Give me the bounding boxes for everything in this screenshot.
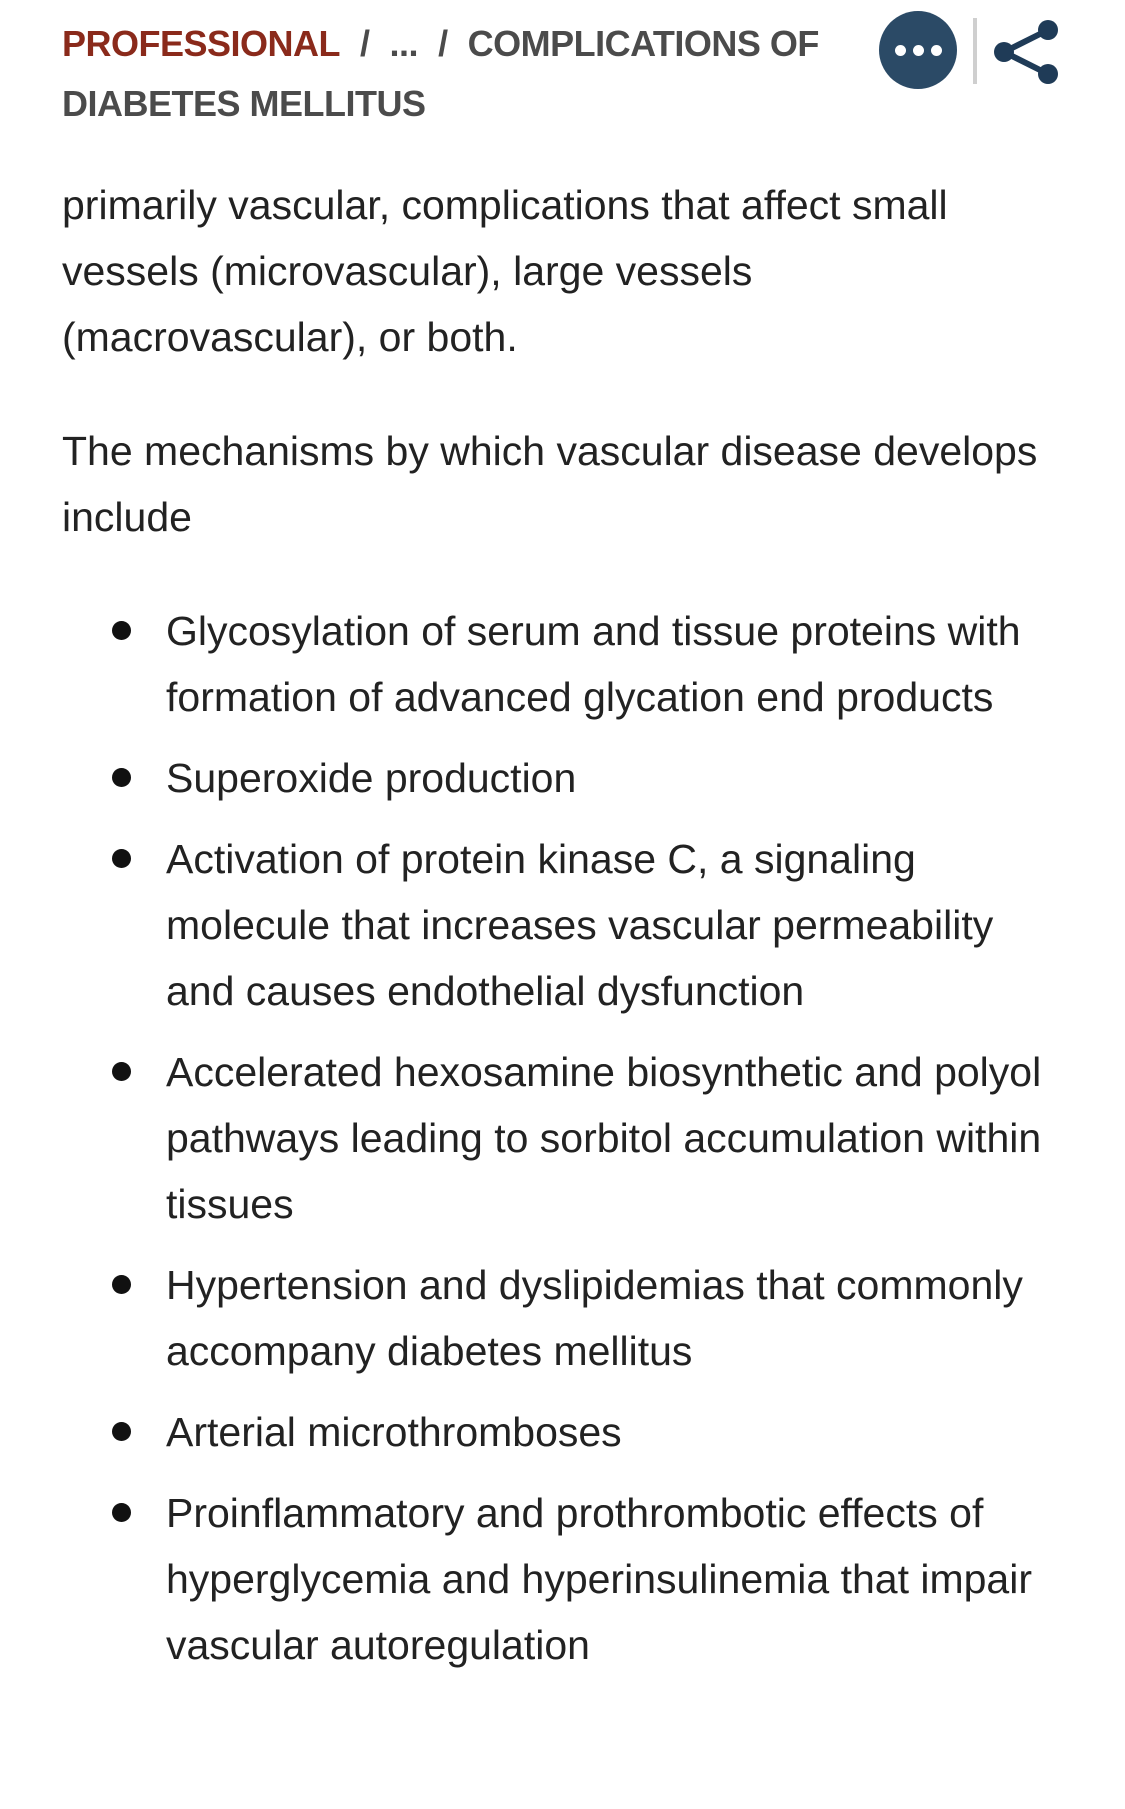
header-divider bbox=[973, 18, 977, 84]
bullet-icon bbox=[112, 768, 131, 787]
list-item-text: Activation of protein kinase C, a signaling molecule that increases vascular permeability and causes endothelial dysfunction bbox=[166, 836, 994, 1014]
list-item bbox=[62, 745, 1062, 811]
list-item-text: Superoxide production bbox=[166, 755, 577, 801]
breadcrumb-ellipsis-link[interactable]: ... bbox=[389, 23, 419, 64]
intro-paragraph: primarily vascular, complications that affect small vessels (microvascular), large vessels (macrovascular), or both. bbox=[62, 182, 948, 360]
share-icon bbox=[990, 16, 1062, 88]
share-button[interactable] bbox=[990, 16, 1062, 88]
list-item bbox=[62, 826, 1062, 1024]
list-item bbox=[62, 598, 1062, 730]
breadcrumb-current-page: COMPLICATIONS OF DIABETES MELLITUS bbox=[62, 23, 819, 124]
breadcrumb bbox=[62, 14, 862, 134]
list-item bbox=[62, 1480, 1062, 1678]
bullet-icon bbox=[112, 1503, 131, 1522]
bullet-icon bbox=[112, 621, 131, 640]
breadcrumb-separator: / bbox=[360, 23, 370, 64]
mechanisms-heading: The mechanisms by which vascular disease develops include bbox=[62, 428, 1038, 540]
more-horizontal-icon-dot bbox=[913, 45, 924, 56]
list-item-text: Hypertension and dyslipidemias that commonly accompany diabetes mellitus bbox=[166, 1262, 1023, 1374]
list-item bbox=[62, 1039, 1062, 1237]
bullet-icon bbox=[112, 1275, 131, 1294]
more-horizontal-icon-dot bbox=[931, 45, 942, 56]
bullet-icon bbox=[112, 1422, 131, 1441]
more-options-button[interactable] bbox=[879, 11, 957, 89]
list-item-text: Accelerated hexosamine biosynthetic and polyol pathways leading to sorbitol accumulation within tissues bbox=[166, 1049, 1042, 1227]
breadcrumb-separator: / bbox=[438, 23, 448, 64]
more-horizontal-icon bbox=[895, 45, 906, 56]
bullet-icon bbox=[112, 849, 131, 868]
list-item bbox=[62, 1399, 1062, 1465]
list-item bbox=[62, 1252, 1062, 1384]
list-item-text: Arterial microthromboses bbox=[166, 1409, 622, 1455]
breadcrumb-professional-link[interactable]: PROFESSIONAL bbox=[62, 23, 341, 64]
list-item-text: Glycosylation of serum and tissue proteins with formation of advanced glycation end products bbox=[166, 608, 1021, 720]
page-header bbox=[0, 0, 1125, 150]
mechanisms-list bbox=[62, 598, 1062, 1678]
list-item-text: Proinflammatory and prothrombotic effects of hyperglycemia and hyperinsulinemia that impair vascular autoregulation bbox=[166, 1490, 1032, 1668]
bullet-icon bbox=[112, 1062, 131, 1081]
article-content bbox=[62, 172, 1062, 1693]
